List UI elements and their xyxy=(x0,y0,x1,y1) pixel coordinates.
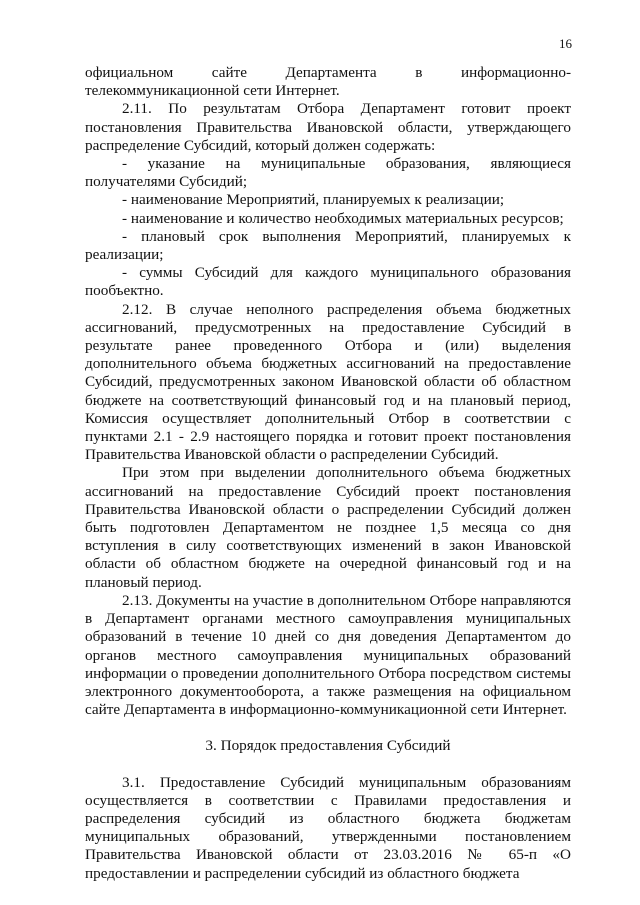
clause-2-11: 2.11. По результатам Отбора Департамент готовит проект постановления Правительства Ивановской области, утверждающего распределение Субсидий, который должен содержать: xyxy=(85,100,571,154)
list-item: - наименование Мероприятий, планируемых к реализации; xyxy=(122,191,505,209)
list-item: - суммы Субсидий для каждого муниципального образования пообъектно. xyxy=(85,264,571,300)
page-number: 16 xyxy=(559,36,572,51)
list-item: - указание на муниципальные образования, являющиеся получателями Субсидий; xyxy=(85,155,571,191)
clause-2-13: 2.13. Документы на участие в дополнительном Отборе направляются в Департамент органами местного самоуправления муниципальных образований в течение 10 дней со дня доведения Департаментом до органов местного самоуправления муниципальных образований информации о проведении дополнительного Отбора посредством системы электронного документооборота, а также размещения на официальном сайте Департамента в информационно-коммуникационной сети Интернет. xyxy=(85,591,571,719)
list-item: - плановый срок выполнения Мероприятий, планируемых к реализации; xyxy=(85,227,571,264)
paragraph: официальном сайте Департамента в информационно-телекоммуникационной сети Интернет. xyxy=(85,64,571,100)
clause-2-12: 2.12. В случае неполного распределения объема бюджетных ассигнований, предусмотренных на предоставление Субсидий в результате ранее проведенного Отбора и (или) выделения дополнительного объема бюджетных ассигнований на предоставление Субсидий, предусмотренных законом Ивановской области об областном бюджете на соответствующий финансовый год и на плановый период, Комиссия осуществляет дополнительный Отбор в соответствии с пунктами 2.1 - 2.9 настоящего порядка и готовит проект постановления Правительства Ивановской области о распределении Субсидий. xyxy=(85,300,571,464)
document-body xyxy=(85,64,571,883)
section-heading: 3. Порядок предоставления Субсидий xyxy=(205,737,451,755)
clause-3-1: 3.1. Предоставление Субсидий муниципальным образованиям осуществляется в соответствии с Правилами предоставления и распределения субсидий из областного бюджета бюджетам муниципальных образований, утвержденными постановлением Правительства Ивановской области от 23.03.2016 № 65-п «О предоставлении и распределении субсидий из областного бюджета xyxy=(85,773,571,882)
paragraph: При этом при выделении дополнительного объема бюджетных ассигнований на предоставление Субсидий проект постановления Правительства Ивановской области о распределении Субсидий должен быть подготовлен Департаментом не позднее 1,5 месяца со дня вступления в силу соответствующих изменений в закон Ивановской области об областном бюджете на очередной финансовый год и на плановый период. xyxy=(85,464,571,591)
list-item: - наименование и количество необходимых материальных ресурсов; xyxy=(122,209,564,227)
